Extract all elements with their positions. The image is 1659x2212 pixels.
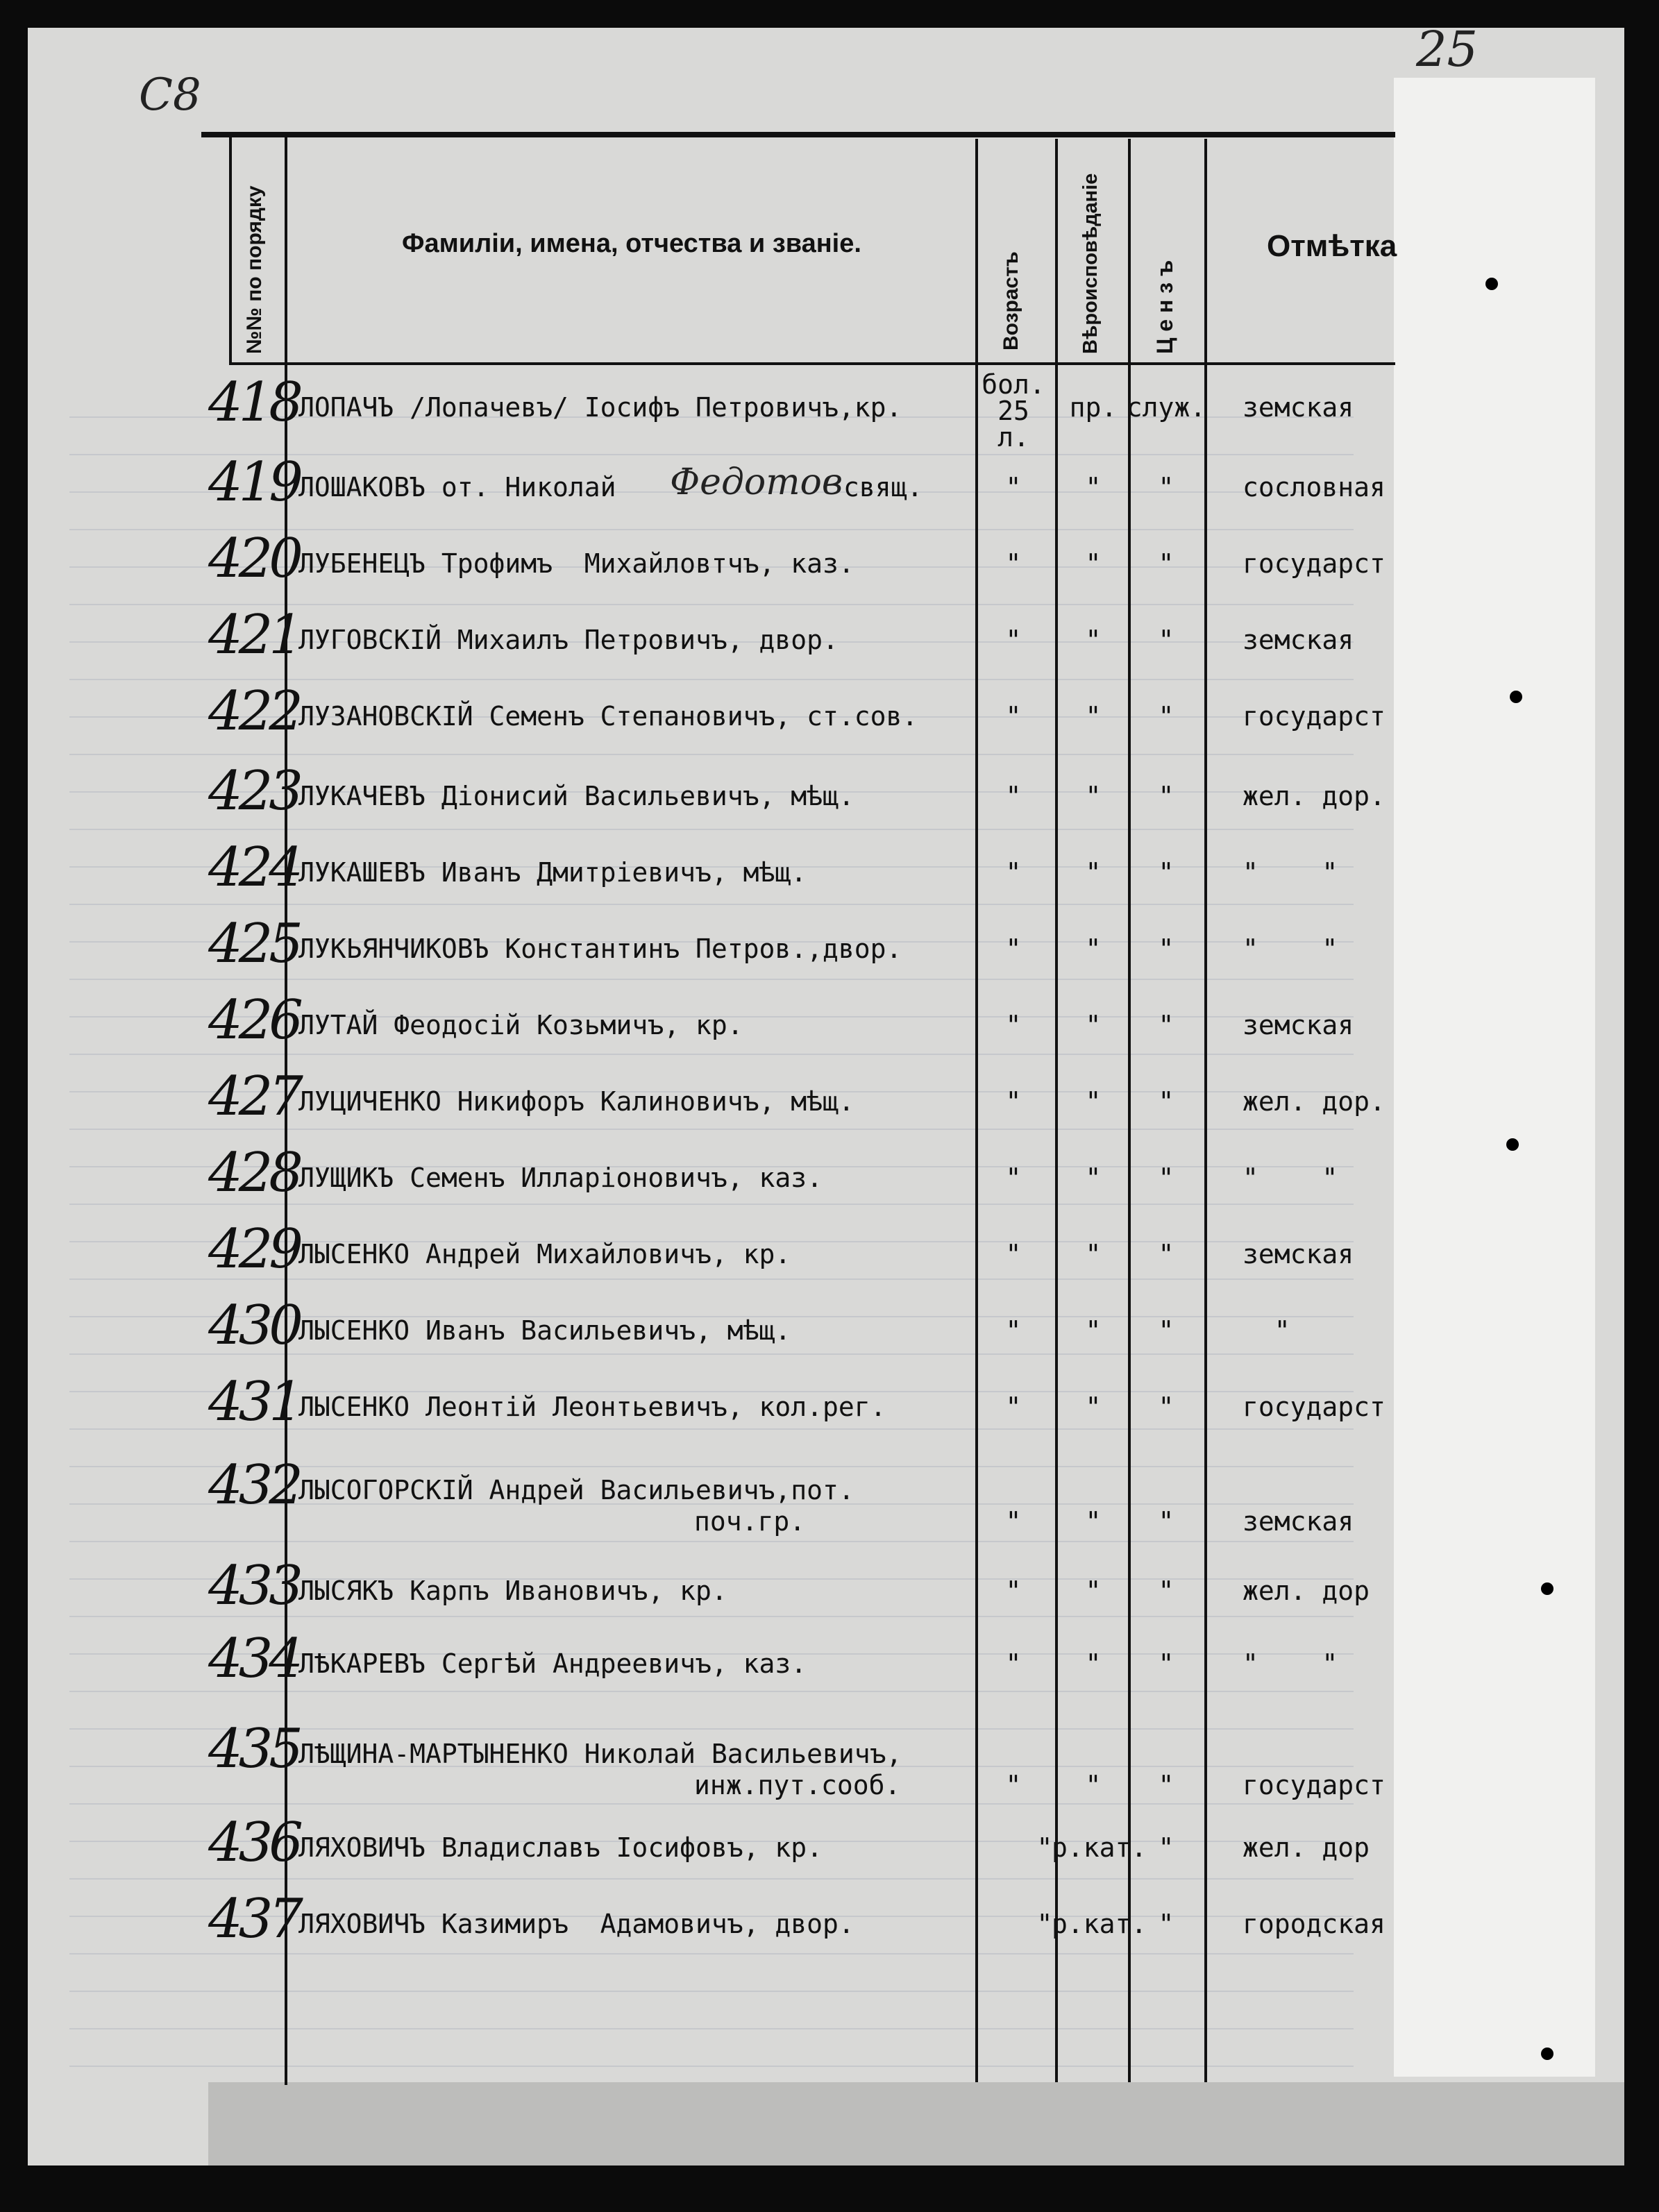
remark: государст bbox=[1243, 1392, 1386, 1422]
census: " bbox=[1158, 934, 1174, 964]
religion: " bbox=[1085, 1239, 1102, 1269]
census: " bbox=[1158, 1506, 1174, 1537]
census: служ. bbox=[1126, 392, 1206, 423]
age: " bbox=[1005, 625, 1022, 655]
age: бол. 25 л. bbox=[982, 369, 1045, 453]
religion: р.кат. bbox=[1052, 1909, 1147, 1939]
person-name: ЛУТАЙ Феодосiй Козьмичъ, кр. bbox=[298, 1010, 743, 1040]
religion: " bbox=[1085, 1315, 1102, 1346]
age: " bbox=[1005, 1315, 1022, 1346]
ruled-line bbox=[69, 1803, 1354, 1805]
remark: сословная bbox=[1243, 472, 1386, 503]
row-number: 437 bbox=[208, 1888, 299, 1950]
paper-overlay-strip bbox=[1394, 78, 1595, 2077]
remark: " " bbox=[1243, 1163, 1338, 1193]
row-number: 427 bbox=[208, 1065, 299, 1128]
ruled-line bbox=[69, 979, 1354, 980]
religion: " bbox=[1085, 472, 1102, 503]
census: " bbox=[1158, 701, 1174, 732]
census: " bbox=[1158, 781, 1174, 811]
person-name: ЛЫСЕНКО Андрей Михайловичъ, кр. bbox=[298, 1239, 791, 1269]
person-title-continued: поч.гр. bbox=[694, 1506, 806, 1537]
header-census: Ц е н з ъ bbox=[1152, 260, 1177, 354]
religion: " bbox=[1085, 701, 1102, 732]
ruled-line bbox=[69, 754, 1354, 755]
person-name: ЛУБЕНЕЦЪ Трофимъ Михайловтчъ, каз. bbox=[298, 548, 854, 579]
header-religion: Вѣроисповѣданiе bbox=[1079, 173, 1102, 354]
person-name: ЛѢЩИНА-МАРТЫНЕНКО Николай Васильевичъ, bbox=[298, 1739, 902, 1769]
religion: " bbox=[1085, 781, 1102, 811]
header-bottom-border bbox=[229, 362, 1395, 365]
person-title-continued: инж.пут.сооб. bbox=[694, 1770, 901, 1800]
person-name: ЛУКЬЯНЧИКОВЪ Константинъ Петров.,двор. bbox=[298, 934, 902, 964]
census: " bbox=[1158, 1909, 1174, 1939]
remark: земская bbox=[1243, 392, 1354, 423]
row-number: 428 bbox=[208, 1142, 299, 1204]
ruled-line bbox=[69, 1878, 1354, 1880]
ruled-line bbox=[69, 829, 1354, 830]
page-bottom-edge bbox=[208, 2082, 1624, 2165]
age: " bbox=[1005, 701, 1022, 732]
census: " bbox=[1158, 1010, 1174, 1040]
col-divider-number bbox=[229, 135, 232, 364]
census: " bbox=[1158, 548, 1174, 579]
religion: " bbox=[1085, 1392, 1102, 1422]
row-number: 431 bbox=[208, 1371, 299, 1433]
age: " bbox=[1005, 934, 1022, 964]
census: " bbox=[1158, 1648, 1174, 1679]
person-name: ЛЫСОГОРСКIЙ Андрей Васильевичъ,пот. bbox=[298, 1475, 854, 1505]
religion: " bbox=[1085, 1163, 1102, 1193]
religion: р.кат. bbox=[1052, 1832, 1147, 1863]
remark: жел. дор bbox=[1243, 1832, 1370, 1863]
binding-hole bbox=[1541, 2048, 1553, 2060]
census: " bbox=[1158, 1086, 1174, 1117]
age: " bbox=[1005, 1239, 1022, 1269]
header-remark: Отмѣтка bbox=[1267, 229, 1397, 263]
remark: " " bbox=[1243, 934, 1338, 964]
religion: " bbox=[1085, 1086, 1102, 1117]
person-name: ЛЫСЕНКО Леонтiй Леонтьевичъ, кол.рег. bbox=[298, 1392, 886, 1422]
age: " bbox=[1005, 472, 1022, 503]
row-number: 418 bbox=[208, 371, 299, 434]
row-number: 422 bbox=[208, 680, 299, 743]
person-name: ЛОПАЧЪ /Лопачевъ/ Iосифъ Петровичъ,кр. bbox=[298, 392, 902, 423]
person-name: ЛУЗАНОВСКIЙ Семенъ Степановичъ, ст.сов. bbox=[298, 701, 918, 732]
remark: государст bbox=[1243, 701, 1386, 732]
remark: " " bbox=[1243, 1648, 1338, 1679]
person-name: ЛУКАЧЕВЪ Дiонисий Васильевичъ, мѣщ. bbox=[298, 781, 854, 811]
religion: " bbox=[1085, 548, 1102, 579]
remark: земская bbox=[1243, 1010, 1354, 1040]
remark: земская bbox=[1243, 625, 1354, 655]
religion: " bbox=[1085, 1648, 1102, 1679]
binding-hole bbox=[1541, 1582, 1553, 1595]
ruled-line bbox=[69, 1054, 1354, 1055]
person-name: ЛЫСЯКЪ Карпъ Ивановичъ, кр. bbox=[298, 1576, 727, 1606]
row-number: 429 bbox=[208, 1218, 299, 1281]
row-number: 425 bbox=[208, 913, 299, 975]
person-name: ЛѢКАРЕВЪ Сергѣй Андреевичъ, каз. bbox=[298, 1648, 807, 1679]
remark: " " bbox=[1243, 857, 1338, 888]
person-name: ЛЯХОВИЧЪ Казимиръ Адамовичъ, двор. bbox=[298, 1909, 854, 1939]
age: " bbox=[1036, 1909, 1053, 1939]
religion: " bbox=[1085, 1010, 1102, 1040]
header-name: Фамилiи, имена, отчества и званiе. bbox=[402, 229, 861, 258]
page-number: 25 bbox=[1416, 21, 1479, 78]
age: " bbox=[1005, 1648, 1022, 1679]
religion: пр. bbox=[1069, 392, 1118, 423]
age: " bbox=[1005, 1163, 1022, 1193]
ruled-line bbox=[69, 1991, 1354, 1992]
age: " bbox=[1036, 1832, 1053, 1863]
remark: жел. дор. bbox=[1243, 1086, 1386, 1117]
row-number: 430 bbox=[208, 1294, 299, 1357]
header-age: Возрастъ bbox=[1000, 251, 1022, 351]
age: " bbox=[1005, 1506, 1022, 1537]
census: " bbox=[1158, 857, 1174, 888]
age: " bbox=[1005, 1010, 1022, 1040]
census: " bbox=[1158, 1392, 1174, 1422]
row-number: 424 bbox=[208, 836, 299, 899]
row-number: 423 bbox=[208, 760, 299, 822]
remark: жел. дор bbox=[1243, 1576, 1370, 1606]
remark: " bbox=[1243, 1315, 1290, 1346]
remark: земская bbox=[1243, 1239, 1354, 1269]
census: " bbox=[1158, 1770, 1174, 1800]
age: " bbox=[1005, 1576, 1022, 1606]
remark: городская bbox=[1243, 1909, 1386, 1939]
row-number: 420 bbox=[208, 527, 299, 590]
religion: " bbox=[1085, 934, 1102, 964]
person-name: ЛОШАКОВЪ от. Николай bbox=[298, 472, 616, 503]
census: " bbox=[1158, 1832, 1174, 1863]
remark: государст bbox=[1243, 548, 1386, 579]
binding-hole bbox=[1506, 1138, 1519, 1151]
age: " bbox=[1005, 781, 1022, 811]
ruled-line bbox=[69, 1953, 1354, 1955]
census: " bbox=[1158, 1239, 1174, 1269]
header-number: №№ по порядку bbox=[243, 185, 266, 354]
table-top-border bbox=[201, 132, 1395, 137]
religion: " bbox=[1085, 625, 1102, 655]
census: " bbox=[1158, 625, 1174, 655]
row-number: 435 bbox=[208, 1718, 299, 1780]
age: " bbox=[1005, 1086, 1022, 1117]
age: " bbox=[1005, 1770, 1022, 1800]
religion: " bbox=[1085, 1770, 1102, 1800]
age: " bbox=[1005, 857, 1022, 888]
row-number: 434 bbox=[208, 1628, 299, 1690]
census: " bbox=[1158, 1315, 1174, 1346]
row-number: 426 bbox=[208, 989, 299, 1052]
row-number: 432 bbox=[208, 1454, 299, 1517]
person-name: ЛЫСЕНКО Иванъ Васильевичъ, мѣщ. bbox=[298, 1315, 791, 1346]
age: " bbox=[1005, 1392, 1022, 1422]
age: " bbox=[1005, 548, 1022, 579]
binding-hole bbox=[1485, 278, 1498, 290]
ruled-line bbox=[69, 2066, 1354, 2067]
row-number: 421 bbox=[208, 604, 299, 666]
person-name: ЛУГОВСКIЙ Михаилъ Петровичъ, двор. bbox=[298, 625, 839, 655]
ruled-line bbox=[69, 1541, 1354, 1542]
row-number: 433 bbox=[208, 1555, 299, 1617]
religion: " bbox=[1085, 1506, 1102, 1537]
person-title: свящ. bbox=[843, 472, 923, 503]
handwritten-patronymic: Федотов bbox=[670, 462, 843, 503]
remark: жел. дор. bbox=[1243, 781, 1386, 811]
person-name: ЛУЦИЧЕНКО Никифоръ Калиновичъ, мѣщ. bbox=[298, 1086, 854, 1117]
binding-hole bbox=[1510, 691, 1522, 703]
sheet-mark: C8 bbox=[139, 69, 201, 121]
census: " bbox=[1158, 1576, 1174, 1606]
person-name: ЛЯХОВИЧЪ Владиславъ Iосифовъ, кр. bbox=[298, 1832, 823, 1863]
ruled-line bbox=[69, 1129, 1354, 1130]
religion: " bbox=[1085, 857, 1102, 888]
ruled-line bbox=[69, 2028, 1354, 2029]
row-number: 419 bbox=[208, 451, 299, 514]
person-name: ЛУКАШЕВЪ Иванъ Дмитрiевичъ, мѣщ. bbox=[298, 857, 807, 888]
ruled-line bbox=[69, 904, 1354, 905]
census: " bbox=[1158, 472, 1174, 503]
census: " bbox=[1158, 1163, 1174, 1193]
person-name: ЛУЩИКЪ Семенъ Илларiоновичъ, каз. bbox=[298, 1163, 823, 1193]
ruled-line bbox=[69, 1691, 1354, 1692]
row-number: 436 bbox=[208, 1812, 299, 1874]
religion: " bbox=[1085, 1576, 1102, 1606]
remark: земская bbox=[1243, 1506, 1354, 1537]
remark: государст bbox=[1243, 1770, 1386, 1800]
